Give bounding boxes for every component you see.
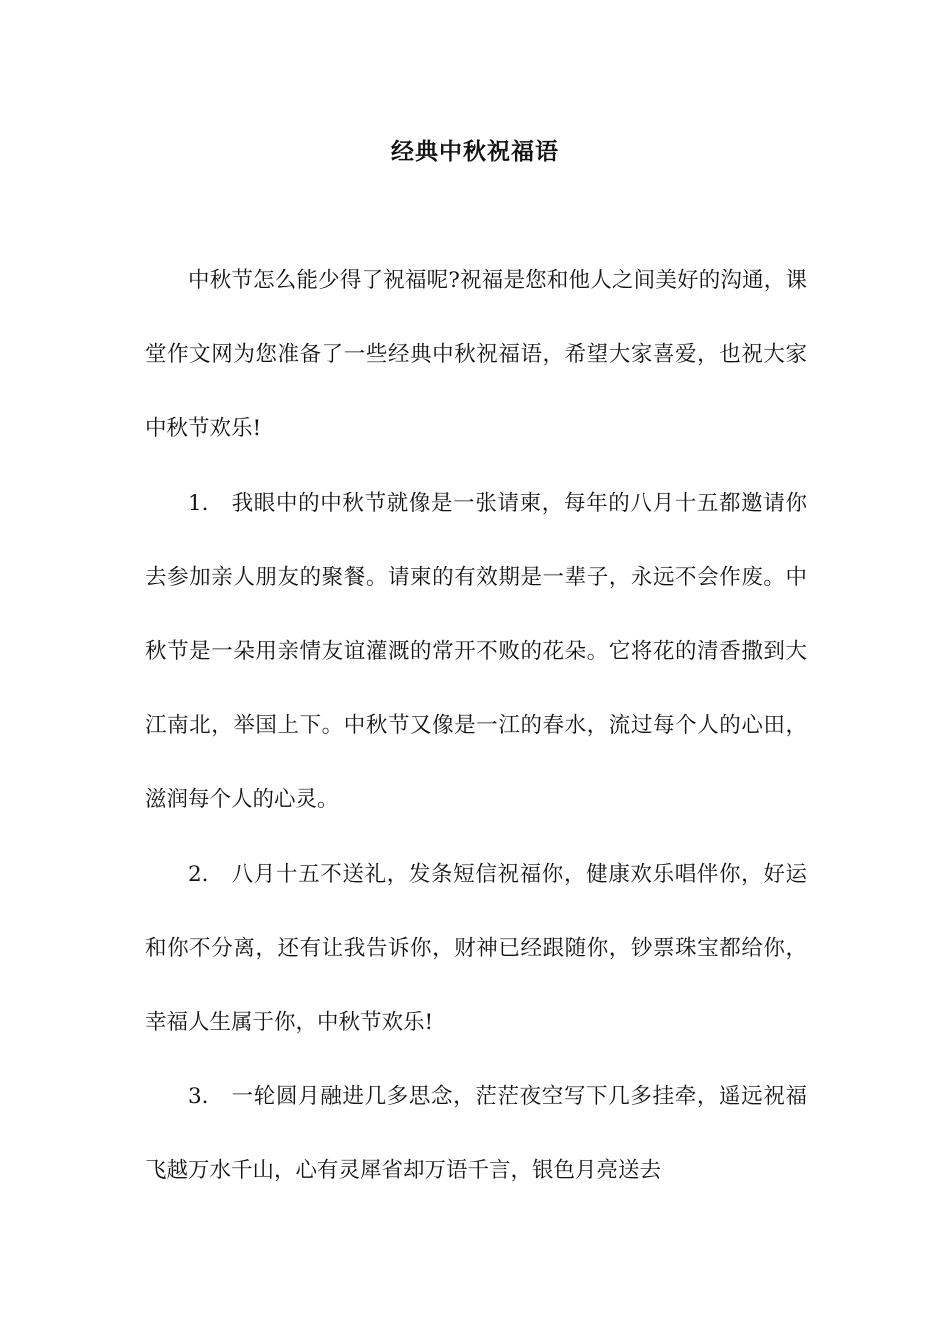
document-title: 经典中秋祝福语: [391, 138, 559, 165]
item-text: 一轮圆月融进几多思念，茫茫夜空写下几多挂牵，遥远祝福飞越万水千山，心有灵犀省却万语千言，银色月亮送去: [145, 1084, 807, 1184]
item-number: 2.: [188, 861, 209, 887]
list-item: [145, 838, 807, 1061]
item-number: 1.: [188, 490, 209, 516]
list-item: [145, 467, 807, 838]
list-item: [145, 1060, 807, 1208]
item-number: 3.: [188, 1084, 209, 1110]
intro-paragraph: 中秋节怎么能少得了祝福呢?祝福是您和他人之间美好的沟通，课堂作文网为您准备了一些经典中秋祝福语，希望大家喜爱，也祝大家中秋节欢乐!: [145, 268, 807, 442]
document-body: [145, 244, 807, 1209]
item-text: 我眼中的中秋节就像是一张请柬，每年的八月十五都邀请你去参加亲人朋友的聚餐。请柬的有效期是一辈子，永远不会作废。中秋节是一朵用亲情友谊灌溉的常开不败的花朵。它将花的清香撒到大江南北，举国上下。中秋节又像是一江的春水，流过每个人的心田，滋润每个人的心灵。: [145, 490, 807, 813]
item-text: 八月十五不送礼，发条短信祝福你，健康欢乐唱伴你，好运和你不分离，还有让我告诉你，财神已经跟随你，钞票珠宝都给你，幸福人生属于你，中秋节欢乐!: [145, 861, 807, 1036]
